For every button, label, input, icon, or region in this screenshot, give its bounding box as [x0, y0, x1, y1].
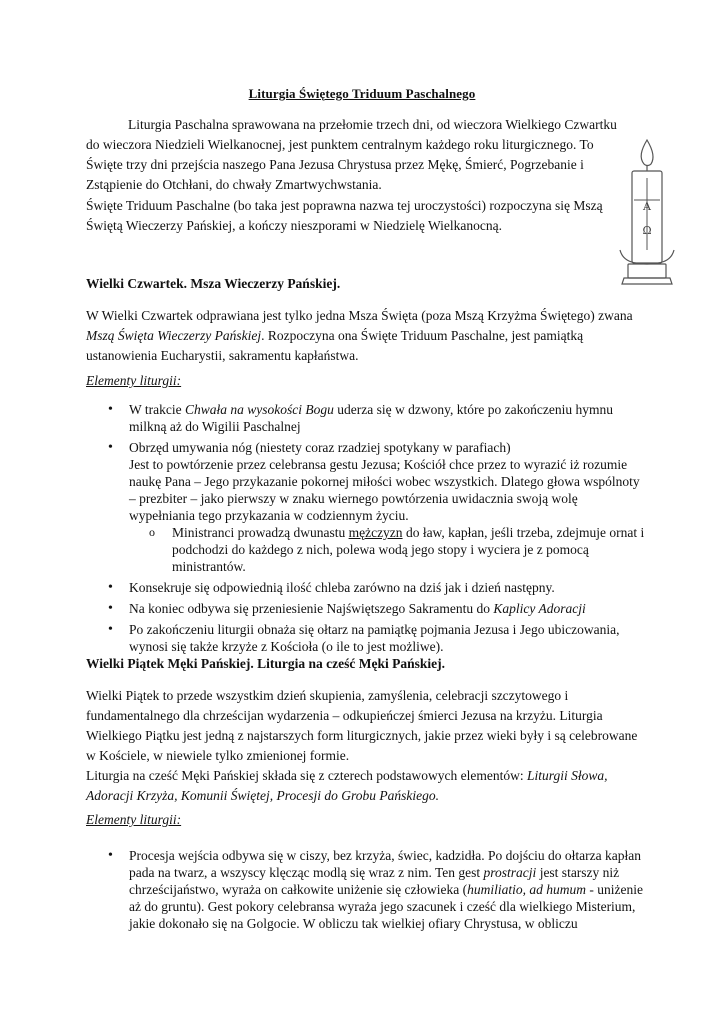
friday-paragraph-2: [86, 766, 646, 806]
friday-elements-italic: Liturgii Słowa, Adoracji Krzyża, Komunii Świętej, Procesji do Grobu Pańskiego.: [86, 768, 608, 803]
chapel-name: Kaplicy Adoracji: [493, 601, 586, 616]
triduum-paragraph: Święte Triduum Paschalne (bo taka jest poprawna nazwa tej uroczystości) rozpoczyna się Mszą Świętą Wieczerzy Pańskiej, a kończy nieszporami w Niedzielę Wielkanocną.: [86, 198, 603, 233]
list-item: [86, 847, 646, 932]
candle-cross-icon: [634, 178, 660, 250]
thursday-mass-name: Mszą Święta Wieczerzy Pańskiej: [86, 328, 262, 343]
item-text: Liturgia na cześć Męki Pańskiej składa się z czterech podstawowych elementów:: [86, 768, 527, 783]
item-text: Procesja wejścia odbywa się w ciszy, bez krzyża, świec, kadzidła. Po dojściu do ołtarza kapłan pada na twarz, a wszyscy klęcząc modlą się wraz z nim. Ten gest: [129, 848, 641, 880]
italic-term: humiliatio, ad humum -: [467, 882, 594, 897]
item-text: Jest to powtórzenie przez celebransa gestu Jezusa; Kościół chce przez to wyrazić iż rozumie naukę Pana – Jego przykazanie pokornej miłości wobec wszystkich. Dlatego głowa wspólnoty – prezbiter – jako pierwszy w znaku wiernego powtórzenia uwidacznia swoją wolę wypełniania tego przykazania w codziennym życiu.: [129, 457, 640, 523]
thursday-elements-label: Elementy liturgii:: [86, 373, 182, 388]
item-text: W trakcie: [129, 402, 185, 417]
thursday-paragraph: [86, 306, 638, 366]
friday-elements-list: [86, 847, 646, 936]
sub-list: [129, 524, 646, 575]
intro-paragraph: Liturgia Paschalna sprawowana na przełomie trzech dni, od wieczora Wielkiego Czwartku do wieczora Niedzieli Wielkanocnej, jest punktem centralnym każdego roku liturgicznego. To Święte trzy dni przejścia naszego Pana Jezusa Chrystusa przez Mękę, Śmierć, Pogrzebanie i Zstąpienie do Otchłani, do chwały Zmartwychwstania.: [86, 117, 617, 192]
item-text: Ministranci prowadzą dwunastu: [172, 525, 349, 540]
omega-symbol: Ω: [642, 224, 652, 237]
list-item: [86, 401, 646, 435]
item-text: uderza się w dzwony, które po zakończeniu hymnu milkną aż do Wigilii Paschalnej: [129, 402, 614, 434]
friday-paragraph-1: Wielki Piątek to przede wszystkim dzień skupienia, zamyślenia, celebracji szczytowego i fundamentalnego dla chrześcijan wydarzenia – odkupieńczej śmierci Jezusa na krzyżu. Liturgia Wielkiego Piątku jest jedną z najstarszych form liturgicznych, jakie przez wieki były i są celebrowane w Kościele, w niewiele tylko zmienionej formie.: [86, 688, 638, 763]
friday-heading: Wielki Piątek Męki Pańskiej. Liturgia na cześć Męki Pańskiej.: [86, 656, 445, 671]
thursday-elements-list: [86, 401, 646, 659]
list-item: [86, 600, 646, 617]
item-text: • Obrzęd umywania nóg (niestety coraz rzadziej spotykany w parafiach): [129, 440, 511, 455]
thursday-heading: Wielki Czwartek. Msza Wieczerzy Pańskiej.: [86, 276, 341, 291]
list-item: • Po zakończeniu liturgii obnaża się ołtarz na pamiątkę pojmania Jezusa i Jego ubiczowania, wynosi się także krzyże z Kościoła (o ile to jest możliwe).: [86, 621, 646, 655]
alpha-symbol: A: [643, 200, 651, 213]
italic-term: prostracji: [483, 865, 537, 880]
hymn-name: Chwała na wysokości Bogu: [184, 402, 334, 417]
document-title: Liturgia Świętego Triduum Paschalnego: [248, 86, 476, 101]
list-item: [86, 439, 646, 575]
paschal-candle-illustration: [608, 138, 686, 288]
item-text: jest starszy niż chrześcijaństwo, wyraża on całkowite uniżenie się człowieka (: [129, 865, 620, 897]
thursday-text-start: W Wielki Czwartek odprawiana jest tylko jedna Msza Święta (poza Mszą Krzyżma Świętego) zwana: [86, 308, 633, 323]
candle-stand: [628, 264, 666, 278]
candle-flame: [641, 140, 653, 166]
sub-list-item: [129, 524, 646, 575]
item-text: Na koniec odbywa się przeniesienie Najświętszego Sakramentu do: [129, 601, 494, 616]
friday-elements-label: Elementy liturgii:: [86, 812, 182, 827]
thursday-text-end: . Rozpoczyna ona Święte Triduum Paschalne, jest pamiątką ustanowienia Eucharystii, sakramentu kapłaństwa.: [86, 328, 584, 363]
list-item: • Konsekruje się odpowiednią ilość chleba zarówno na dziś jak i dzień następny.: [86, 579, 646, 596]
item-text: do ław, kapłan, jeśli trzeba, zdejmuje ornat i podchodzi do każdego z nich, polewa wodą jego stopy i wyciera je z pomocą ministrantów.: [172, 525, 645, 574]
item-text: uniżenie aż do gruntu). Gest pokory celebransa wyraża jego szacunek i cześć dla wielkiego Misterium, jakie dokonało się na Golgocie. W obliczu tak wielkiej ofiary Chrystusa, w obliczu: [129, 882, 643, 931]
underlined-word: mężczyzn: [348, 525, 403, 540]
